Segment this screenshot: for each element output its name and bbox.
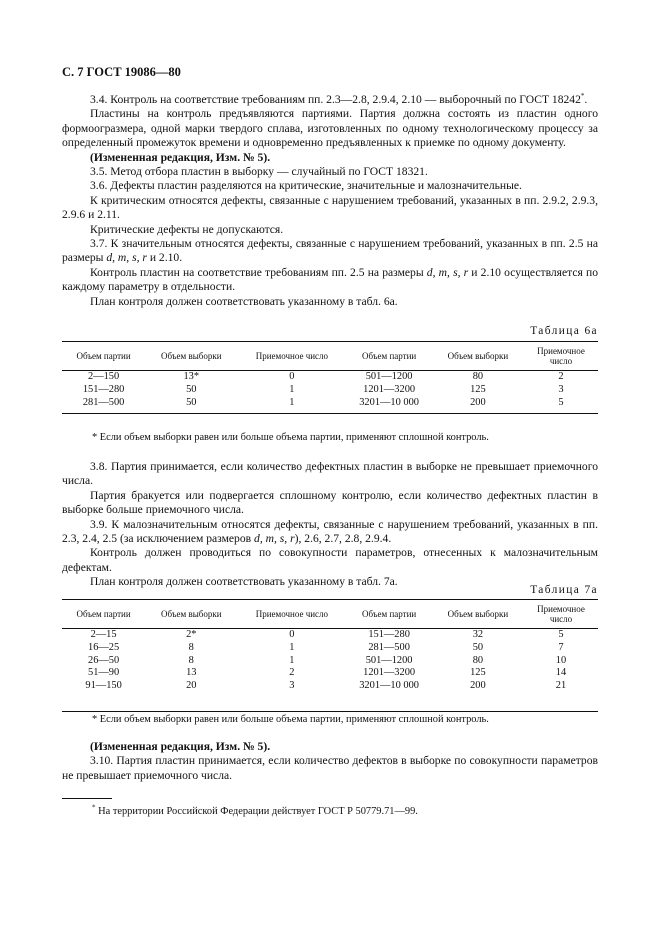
- para-lots: Пластины на контроль предъявляются партиями. Партия должна состоять из пластин одного формоогразмера, одной марки твердого сплава, изготовленных по одному технологическому процессу за определенный промежуток времени и одновременно предъявленных к приемке по одному документу.: [62, 107, 598, 150]
- table-cell: 2*: [186, 629, 197, 640]
- para-control-each: Контроль пластин на соответствие требованиям пп. 2.5 на размеры d, m, s, r и 2.10 осуществляется по каждому параметру в отдельности.: [62, 265, 598, 294]
- table-cell: 200: [470, 680, 486, 692]
- table-7a: [62, 599, 598, 693]
- table-cell: 50: [186, 383, 197, 395]
- col-header: Объем выборки: [145, 342, 237, 371]
- table-cell: 0: [289, 629, 295, 640]
- para-minor-control: Контроль должен проводиться по совокупности параметров, отнесенных к малозначительным дефектам.: [62, 546, 598, 574]
- para-critical: К критическим относятся дефекты, связанные с нарушением требований, указанных в пп. 2.9.2, 2.9.3, 2.9.6 и 2.11.: [62, 193, 598, 222]
- table-row: [62, 667, 598, 680]
- table-cell: 20: [186, 680, 197, 692]
- page-header: С. 7 ГОСТ 19086—80: [62, 65, 181, 79]
- table-6a-caption: Таблица 6а: [530, 325, 598, 337]
- para-plan-6a: План контроля должен соответствовать указанному в табл. 6а.: [90, 294, 398, 308]
- table-6a: [62, 341, 598, 409]
- table-cell: 5: [558, 629, 564, 640]
- table-cell: 1: [289, 396, 295, 408]
- table-6a-bottom-rule: [62, 413, 598, 414]
- table-7a-footnote: * Если объем выборки равен или больше объема партии, применяют сплошной контроль.: [92, 714, 489, 725]
- table-cell: 32: [472, 629, 484, 640]
- table-cell: 16—25: [88, 641, 120, 653]
- table-cell: 7: [558, 641, 564, 653]
- table-cell: 8: [188, 641, 194, 653]
- table-row: [62, 629, 598, 642]
- table-row: [62, 655, 598, 668]
- para-3-10: 3.10. Партия пластин принимается, если количество дефектов в выборке по совокупности параметров не превышает приемочного числа.: [62, 754, 598, 782]
- table-cell: 151—280: [368, 629, 410, 640]
- section-3-10: [62, 740, 598, 783]
- table-row: [62, 680, 598, 693]
- section-3-8-to-3-9: [62, 460, 598, 590]
- table-cell: 1: [289, 383, 295, 395]
- table-cell: 125: [470, 383, 486, 395]
- para-3-6: 3.6. Дефекты пластин разделяются на критические, значительные и малозначительные.: [90, 179, 522, 193]
- table-cell: 3: [289, 680, 295, 692]
- table-cell: 80: [472, 371, 484, 382]
- table-cell: 1201—3200: [363, 667, 416, 679]
- col-header: Приемочное число: [524, 600, 598, 629]
- table-cell: 14: [555, 667, 567, 679]
- col-header: Объем партии: [62, 342, 145, 371]
- table-cell: 0: [289, 371, 295, 382]
- table-cell: 1: [289, 641, 295, 653]
- table-7a-bottom-rule: [62, 711, 598, 712]
- para-plan-7a: План контроля должен соответствовать указанному в табл. 7а.: [90, 575, 398, 589]
- page-footnote: * На территории Российской Федерации действует ГОСТ Р 50779.71—99.: [92, 803, 418, 817]
- table-cell: 51—90: [88, 667, 120, 679]
- para-3-4: 3.4. Контроль на соответствие требованиям пп. 2.3—2.8, 2.9.4, 2.10 — выборочный по ГОСТ 18242*.: [90, 92, 588, 106]
- col-header: Объем партии: [346, 600, 431, 629]
- amendment-note-2: (Измененная редакция, Изм. № 5).: [90, 740, 271, 753]
- para-3-5: 3.5. Метод отбора пластин в выборку — случайный по ГОСТ 18321.: [90, 165, 428, 179]
- table-cell: 2—15: [90, 629, 117, 640]
- table-cell: 1: [289, 654, 295, 666]
- table-cell: 3: [558, 383, 564, 395]
- para-critical-none: Критические дефекты не допускаются.: [90, 222, 284, 236]
- table-cell: 50: [472, 641, 484, 653]
- table-cell: 501—1200: [365, 371, 413, 382]
- footnote-separator: [62, 798, 112, 799]
- table-7a-caption: Таблица 7а: [530, 584, 598, 596]
- table-row: [62, 397, 598, 410]
- para-reject: Партия бракуется или подвергается сплошному контролю, если количество дефектных пластин в выборке больше приемочного числа.: [62, 488, 598, 517]
- col-header: Объем выборки: [145, 600, 237, 629]
- col-header: Объем выборки: [432, 600, 524, 629]
- table-cell: 2: [558, 371, 564, 382]
- table-cell: 91—150: [85, 680, 122, 692]
- table-cell: 125: [470, 667, 486, 679]
- para-3-8: 3.8. Партия принимается, если количество дефектных пластин в выборке не превышает приемочного числа.: [62, 460, 598, 488]
- table-cell: 8: [188, 654, 194, 666]
- table-cell: 200: [470, 396, 486, 408]
- table-cell: 151—280: [82, 383, 125, 395]
- table-header-row: [62, 342, 598, 371]
- table-cell: 21: [555, 680, 567, 692]
- table-row: [62, 384, 598, 397]
- col-header: Приемочное число: [237, 342, 346, 371]
- table-header-row: [62, 600, 598, 629]
- table-cell: 50: [186, 396, 197, 408]
- table-cell: 13*: [183, 371, 200, 382]
- table-cell: 2: [289, 667, 295, 679]
- table-6a-footnote: * Если объем выборки равен или больше объема партии, применяют сплошной контроль.: [92, 432, 489, 443]
- col-header: Объем партии: [62, 600, 145, 629]
- table-cell: 281—500: [82, 396, 125, 408]
- table-cell: 3201—10 000: [359, 680, 419, 692]
- col-header: Объем выборки: [432, 342, 524, 371]
- table-cell: 1201—3200: [363, 383, 416, 395]
- table-row: [62, 642, 598, 655]
- section-3-4-to-3-7: [62, 93, 598, 309]
- col-header: Объем партии: [346, 342, 431, 371]
- table-cell: 3201—10 000: [359, 396, 419, 408]
- table-cell: 13: [186, 667, 197, 679]
- table-cell: 26—50: [88, 654, 120, 666]
- col-header: Приемочное число: [524, 342, 598, 371]
- table-cell: 10: [555, 654, 567, 666]
- table-cell: 80: [472, 654, 484, 666]
- table-cell: 501—1200: [365, 654, 413, 666]
- col-header: Приемочное число: [237, 600, 346, 629]
- table-cell: 5: [558, 396, 564, 408]
- table-cell: 281—500: [368, 641, 410, 653]
- amendment-note-1: (Измененная редакция, Изм. № 5).: [90, 150, 271, 164]
- table-cell: 2—150: [88, 371, 120, 382]
- table-row: [62, 371, 598, 384]
- para-3-9: 3.9. К малозначительным относятся дефекты, связанные с нарушением требований, указанных в пп. 2.3, 2.4, 2.5 (за исключением размеров d, m, s, r), 2.6, 2.7, 2.8, 2.9.4.: [62, 517, 598, 546]
- para-3-7: 3.7. К значительным относятся дефекты, связанные с нарушением требований, указанных в пп. 2.5 на размеры d, m, s, r и 2.10.: [62, 237, 598, 265]
